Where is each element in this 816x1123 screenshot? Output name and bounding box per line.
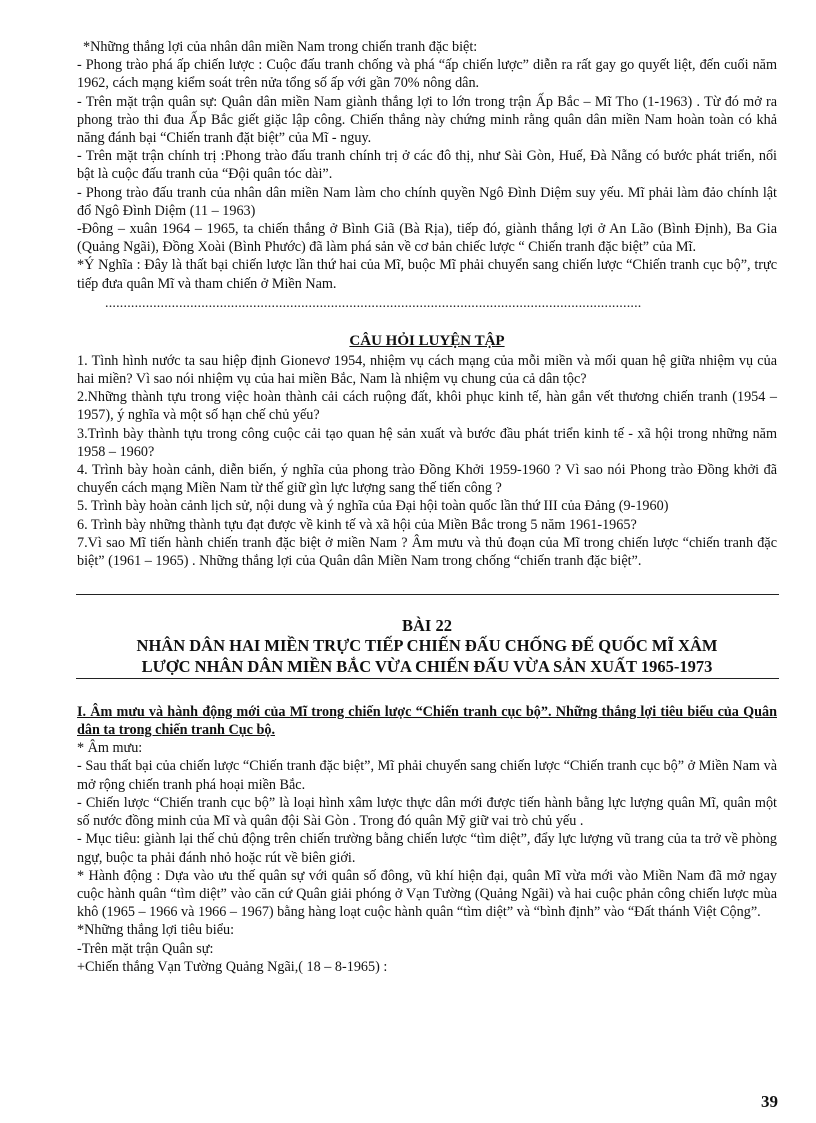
paragraph: -Đông – xuân 1964 – 1965, ta chiến thắng ở Bình Giã (Bà Rịa), tiếp đó, giành thắng lợi ở An Lão (Bình Định), Ba Gia (Quảng Ngãi), Đồng Xoài (Bình Phước) đã làm phá sản về cơ bản chiếc lược “ Chiến tranh đặc biệt” của Mĩ. [77,221,777,256]
question-item: 2.Những thành tựu trong việc hoàn thành cải cách ruộng đất, khôi phục kinh tế, hàn gắn vết thương chiến tranh (1954 – 1957), ý nghĩa và một số hạn chế chủ yếu? [77,389,777,424]
question-item: 3.Trình bày thành tựu trong công cuộc cải tạo quan hệ sản xuất và bước đầu phát triển kinh tế - xã hội trong những năm 1958 – 1960? [77,425,777,460]
paragraph: -Trên mặt trận Quân sự: [77,940,214,957]
paragraph: - Phong trào đấu tranh của nhân dân miền Nam làm cho chính quyền Ngô Đình Diệm suy yếu. Mĩ phải làm đảo chính lật đổ Ngô Đình Diệm (11 – 1963) [77,184,777,219]
question-item: 1. Tình hình nước ta sau hiệp định Gionevơ 1954, nhiệm vụ cách mạng của mỗi miền và mối quan hệ giữa nhiệm vụ của hai miền? Vì sao nói nhiệm vụ của hai miền Bắc, Nam là nhiệm vụ chung của cả dân tộc? [77,352,777,388]
paragraph: +Chiến thắng Vạn Tường Quảng Ngãi,( 18 – 8-1965) : [77,958,388,975]
question-item: 4. Trình bày hoàn cảnh, diễn biến, ý nghĩa của phong trào Đồng Khởi 1959-1960 ? Vì sao nói Phong trào Đồng khởi đã chuyển cách mạng Miền Nam từ thế giữ gìn lực lượng sang thế tiến công ? [77,462,777,497]
paragraph: * Âm mưu: [77,740,143,757]
page-number: 39 [761,1092,778,1111]
lesson-title-line-2: LƯỢC NHÂN DÂN MIỀN BẮC VỪA CHIẾN ĐẤU VỪA SẢN XUẤT 1965-1973 [141,656,713,676]
question-item: 5. Trình bày hoàn cảnh lịch sử, nội dung và ý nghĩa của Đại hội toàn quốc lần thứ III của Đảng (9-1960) [77,498,669,515]
questions-list [77,352,777,570]
divider [76,594,779,595]
question-item: 6. Trình bày những thành tựu đạt được về kinh tế và xã hội của Miền Bắc trong 5 năm 1961-1965? [77,516,637,533]
paragraph: - Chiến lược “Chiến tranh cục bộ” là loại hình xâm lược thực dân mới được tiến hành bằng lực lượng quân Mĩ, quân một số nước đồng minh của Mĩ và quân đội Sài Gòn . Trong đó quân Mỹ giữ vai trò chủ yếu . [77,794,777,830]
victories-section [77,38,777,293]
section-body [77,739,777,976]
page-content [77,38,777,976]
section-heading: I. Âm mưu và hành động mới của Mĩ trong chiến lược “Chiến tranh cục bộ”. Những thắng lợi tiêu biểu của Quân dân ta trong chiến tranh Cục bộ. [77,704,777,739]
lesson-title-line-1: NHÂN DÂN HAI MIỀN TRỰC TIẾP CHIẾN ĐẤU CHỐNG ĐẾ QUỐC MĨ XÂM [136,636,718,656]
paragraph: * Hành động : Dựa vào ưu thế quân sự với quân số đông, vũ khí hiện đại, quân Mĩ vừa mới vào Miền Nam đã mở ngay cuộc hành quân “tìm diệt” vào căn cứ Quân giải phóng ở Vạn Tường (Quảng Ngãi) và hai cuộc phản công chiến lược mùa khô (1965 – 1966 và 1966 – 1967) bằng hàng loạt cuộc hành quân “tìm diệt” và “bình định” vào “Đất thánh Việt Cộng”. [77,867,777,921]
title-underline [76,678,779,679]
questions-title: CÂU HỎI LUYỆN TẬP [349,332,505,349]
paragraph: *Những thắng lợi của nhân dân miền Nam trong chiến tranh đặc biệt: [83,39,478,55]
paragraph: - Phong trào phá ấp chiến lược : Cuộc đấu tranh chống và phá “ấp chiến lược” diễn ra rất gay go quyết liệt, đến cuối năm 1962, cách mạng kiểm soát trên nửa tổng số ấp với gần 70% nông dân. [77,57,777,92]
paragraph: - Mục tiêu: giành lại thế chủ động trên chiến trường bằng chiến lược “tìm diệt”, đẩy lực lượng vũ trang của ta trở về phòng ngự, buộc ta phải đánh nhỏ hoặc rút về biên giới. [77,831,777,866]
dotted-separator: ................................................................................................................................................. [105,295,642,311]
question-item: 7.Vì sao Mĩ tiến hành chiến tranh đặc biệt ở miền Nam ? Âm mưu và thủ đoạn của Mĩ trong chiến lược “chiến tranh đặc biệt” (1961 – 1965) . Những thắng lợi của Quân dân Miền Nam trong chống “chiến tranh đặc biệt”. [77,534,777,570]
paragraph: *Những thắng lợi tiêu biểu: [77,922,235,939]
paragraph: - Trên mặt trận quân sự: Quân dân miền Nam giành thắng lợi to lớn trong trận Ấp Bắc – Mĩ Tho (1-1963) . Từ đó mở ra phong trào thi đua Ấp Bắc giết giặc lập công. Chiến thắng này chứng minh rằng quân dân miền Nam hoàn toàn có khả năng đánh bại “Chiến tranh đặt biệt” của Mĩ - nguy. [77,93,777,147]
paragraph: *Ý Nghĩa : Đây là thất bại chiến lược lần thứ hai của Mĩ, buộc Mĩ phải chuyển sang chiến lược “Chiến tranh cục bộ”, trực tiếp đưa quân Mĩ và tham chiến ở Miền Nam. [77,257,777,292]
paragraph: - Sau thất bại của chiến lược “Chiến tranh đặc biệt”, Mĩ phải chuyển sang chiến lược “Chiến tranh cục bộ” ở Miền Nam và mở rộng chiến tranh phá hoại miền Bắc. [77,758,777,793]
paragraph: - Trên mặt trận chính trị :Phong trào đấu tranh chính trị ở các đô thị, như Sài Gòn, Huế, Đà Nẵng có bước phát triển, nổi bật là cuộc đấu tranh của “Đội quân tóc dài”. [77,148,777,183]
lesson-number: BÀI 22 [402,616,452,636]
